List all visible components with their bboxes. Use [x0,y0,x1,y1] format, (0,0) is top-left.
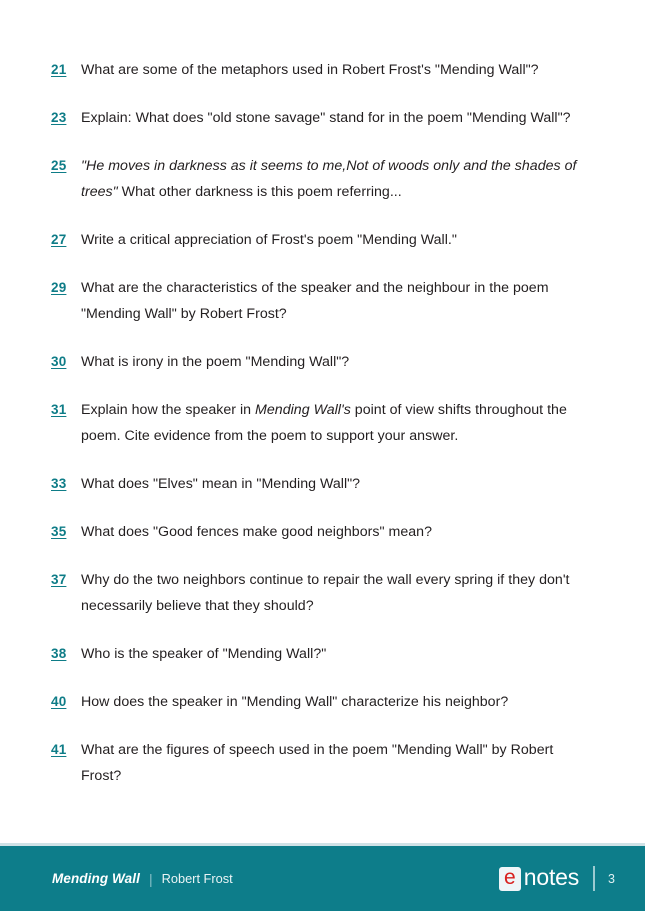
question-number-link[interactable]: 29 [51,280,67,295]
question-number-link[interactable]: 23 [51,110,67,125]
page-number: 3 [608,871,615,886]
question-number-link[interactable]: 21 [51,62,67,77]
question-item [51,471,587,497]
question-text[interactable] [81,641,587,667]
question-number-link[interactable]: 35 [51,524,67,539]
question-text[interactable] [81,689,587,715]
question-text-segment: How does the speaker in "Mending Wall" characterize his neighbor? [81,694,509,710]
question-text-segment: What are the characteristics of the speaker and the neighbour in the poem "Mending Wall" by Robert Frost? [81,280,549,322]
question-text-segment: Explain: What does "old stone savage" stand for in the poem "Mending Wall"? [81,110,571,126]
enotes-logo-wordmark: notes [523,864,580,890]
question-item [51,567,587,619]
question-text[interactable] [81,471,587,497]
question-text-segment: Explain how the speaker in [81,402,256,418]
enotes-logo-letter: e [503,866,516,889]
question-item [51,641,587,667]
question-number-link[interactable]: 41 [51,742,67,757]
question-item [51,397,587,449]
question-text[interactable] [81,227,587,253]
question-text-segment: What are some of the metaphors used in Robert Frost's "Mending Wall"? [81,62,539,78]
question-number-link[interactable]: 31 [51,402,67,417]
footer-citation [52,846,233,911]
question-item [51,349,587,375]
question-item [51,737,587,789]
question-text[interactable] [81,105,587,131]
question-text-segment: What does "Elves" mean in "Mending Wall"? [81,476,361,492]
question-item [51,105,587,131]
question-text-segment: point of view shifts throughout the poem. Cite evidence from the poem to support your answer. [81,402,567,444]
question-text-segment: What are the figures of speech used in the poem "Mending Wall" by Robert Frost? [81,742,554,784]
question-number-link[interactable]: 27 [51,232,67,247]
question-text-segment: What is irony in the poem "Mending Wall"? [81,354,350,370]
question-text[interactable] [81,737,587,789]
question-text-segment: Write a critical appreciation of Frost's poem "Mending Wall." [81,232,457,248]
page-footer [0,846,645,911]
question-text[interactable] [81,57,587,83]
footer-work-title: Mending Wall [52,871,140,886]
question-item [51,153,587,205]
question-number-link[interactable]: 40 [51,694,67,709]
question-number-link[interactable]: 37 [51,572,67,587]
question-item [51,689,587,715]
question-text-segment: Who is the speaker of "Mending Wall?" [81,646,327,662]
question-text[interactable] [81,153,587,205]
question-text-segment: What does "Good fences make good neighbors" mean? [81,524,432,540]
footer-separator: | [148,870,153,887]
question-text-emphasis: "He moves in darkness as it seems to me,Not of woods only and the shades of trees" [81,158,577,200]
question-number-link[interactable]: 38 [51,646,67,661]
question-list [51,57,587,789]
footer-author-name: Robert Frost [161,871,233,886]
question-item [51,227,587,253]
question-text[interactable] [81,397,587,449]
question-number-link[interactable]: 30 [51,354,67,369]
question-item [51,57,587,83]
question-text[interactable] [81,519,587,545]
question-text-emphasis: Mending Wall's [255,402,351,418]
footer-branding [499,846,615,911]
question-item [51,519,587,545]
question-text-segment: Why do the two neighbors continue to repair the wall every spring if they don't necessarily believe that they should? [81,572,570,614]
question-text[interactable] [81,349,587,375]
question-text[interactable] [81,567,587,619]
question-text-segment: What other darkness is this poem referring... [117,184,402,200]
page-number-divider [593,866,595,891]
question-item [51,275,587,327]
question-text[interactable] [81,275,587,327]
question-number-link[interactable]: 33 [51,476,67,491]
question-number-link[interactable]: 25 [51,158,67,173]
enotes-logo[interactable] [499,864,580,891]
enotes-logo-badge-icon [499,867,521,891]
